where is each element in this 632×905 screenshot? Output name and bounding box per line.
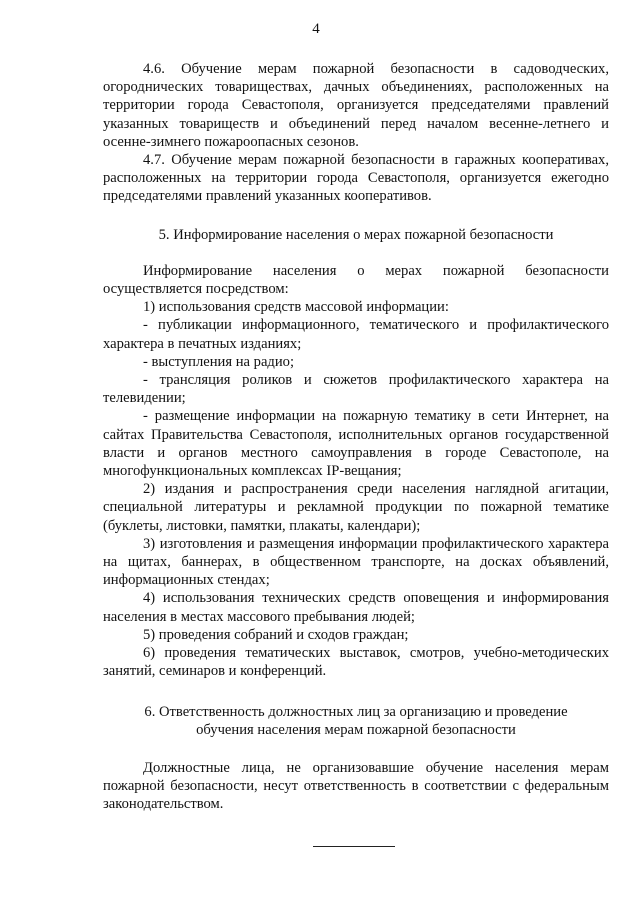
spacer bbox=[103, 206, 609, 226]
section-6-heading-line-1: 6. Ответственность должностных лиц за организацию и проведение bbox=[144, 703, 568, 720]
end-rule bbox=[313, 846, 395, 847]
paragraph-4-7: 4.7. Обучение мерам пожарной безопасности в гаражных кооперативах, расположенных на территории города Севастополя, организуется ежегодно председателями правлений указанных кооперативов. bbox=[103, 152, 609, 205]
spacer bbox=[103, 739, 609, 759]
list-item-5: 5) проведения собраний и сходов граждан; bbox=[143, 626, 409, 643]
list-item-1a: - публикации информационного, тематического и профилактического характера в печатных изданиях; bbox=[103, 317, 609, 352]
section-5-heading: 5. Информирование населения о мерах пожарной безопасности bbox=[158, 226, 554, 243]
paragraph-4-6: 4.6. Обучение мерам пожарной безопасности в садоводческих, огороднических товариществах, дачных объединениях, расположенных на территории города Севастополя, организуется председателями правлений указанных товариществ и объединений перед началом весенне-летнего и осенне-зимнего пожароопасных сезонов. bbox=[103, 61, 609, 150]
list-item-6: 6) проведения тематических выставок, смотров, учебно-методических занятий, семинаров и конференций. bbox=[103, 645, 609, 680]
list-item-1d: - размещение информации на пожарную тематику в сети Интернет, на сайтах Правительства Севастополя, исполнительных органов государственной власти и органов местного самоуправления в городе Севастополе, на многофункциональных комплексах IP-вещания; bbox=[103, 408, 609, 480]
list-item-4: 4) использования технических средств оповещения и информирования населения в местах массового пребывания людей; bbox=[103, 590, 609, 625]
section-6-heading-line-2: обучения населения мерам пожарной безопасности bbox=[196, 721, 516, 738]
list-item-1: 1) использования средств массовой информации: bbox=[143, 299, 449, 316]
page-number: 4 bbox=[312, 21, 320, 37]
paragraph-closing: Должностные лица, не организовавшие обучение населения мерам пожарной безопасности, несут ответственность в соответствии с федеральным законодательством. bbox=[103, 759, 609, 813]
list-item-1c: - трансляция роликов и сюжетов профилактического характера на телевидении; bbox=[103, 372, 609, 407]
spacer bbox=[103, 681, 609, 703]
list-item-3: 3) изготовления и размещения информации профилактического характера на щитах, баннерах, в общественном транспорте, на досках объявлений, информационных стендах; bbox=[103, 535, 609, 589]
list-item-2: 2) издания и распространения среди населения наглядной агитации, специальной литературы и рекламной продукции по пожарной тематике (буклеты, листовки, памятки, плакаты, календари); bbox=[103, 481, 609, 534]
document-body bbox=[103, 60, 609, 847]
spacer bbox=[103, 244, 609, 262]
list-item-1b: - выступления на радио; bbox=[143, 353, 295, 370]
paragraph-intro: Информирование населения о мерах пожарной безопасности осуществляется посредством: bbox=[103, 262, 609, 298]
